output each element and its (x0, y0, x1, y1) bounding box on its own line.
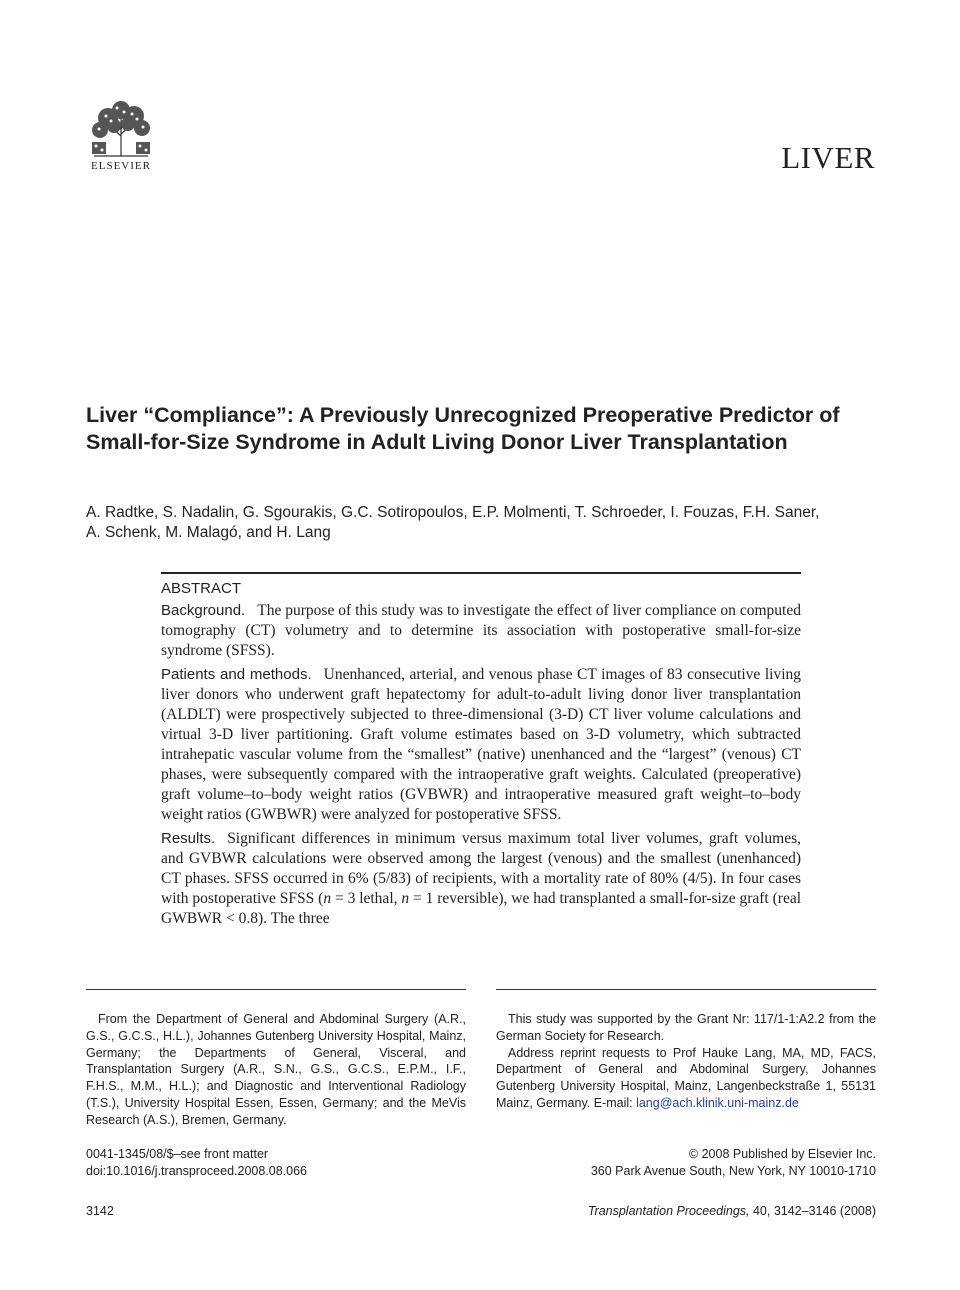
footnote-divider-left (86, 989, 466, 990)
copyright-line: © 2008 Published by Elsevier Inc. (688, 1147, 876, 1161)
results-text-part-1: Significant differences in minimum versus maximum total liver volumes, graft volumes, and GVBWR calculations were observed among the largest (venous) and the smallest (unenhanced) CT phases. SFSS occurred in 6% (5/83) of recipients, with a mortality rate of 80% (4/5). In four cases with postoperative SFSS ( (161, 830, 801, 907)
logo-text: ELSEVIER (91, 160, 151, 172)
section-label: LIVER (781, 140, 875, 175)
journal-citation (588, 1204, 876, 1218)
page-number: 3142 (86, 1204, 114, 1218)
journal-volume-pages: 40, 3142–3146 (2008) (749, 1204, 876, 1218)
publisher-address: 360 Park Avenue South, New York, NY 10010-1710 (590, 1163, 876, 1178)
journal-name: Transplantation Proceedings, (587, 1204, 750, 1218)
elsevier-tree-icon (84, 96, 158, 158)
results-text-part-2: = 3 lethal, (331, 890, 402, 907)
results-text-part-3: = 1 reversible), we had transplanted a small-for-size graft (real GWBWR < 0.8). The three (161, 890, 802, 927)
article-title: Liver “Compliance”: A Previously Unrecognized Preoperative Predictor of Small-for-Size Syndrome in Adult Living Donor Liver Transplantation (86, 403, 840, 454)
abstract-heading: ABSTRACT (161, 580, 242, 597)
footnote-divider-right (496, 989, 876, 990)
issn-line: 0041-1345/08/$–see front matter (86, 1147, 269, 1161)
n-symbol: n (323, 890, 332, 907)
doi-line: doi:10.1016/j.transproceed.2008.08.066 (86, 1163, 308, 1178)
abstract-methods (161, 665, 801, 825)
author-list: A. Radtke, S. Nadalin, G. Sgourakis, G.C. Sotiropoulos, E.P. Molmenti, T. Schroeder, I. Fouzas, F.H. Saner, A. Schenk, M. Malagó, and H. Lang (86, 504, 820, 541)
affiliation-footnote (86, 1011, 466, 1129)
methods-label: Patients and methods. (161, 666, 312, 683)
methods-text: Unenhanced, arterial, and venous phase CT images of 83 consecutive living liver donors who underwent graft hepatectomy for adult-to-adult living donor liver transplantation (ALDLT) were prospectively subjected to three-dimensional (3-D) CT liver volume calculations and virtual 3-D liver partitioning. Graft volume estimates based on 3-D volumetry, which subtracted intrahepatic vascular volume from the “smallest” (native) unenhanced and the “largest” (venous) CT phases, were subsequently compared with the intraoperative graft weights. Calculated (preoperative) graft volume–to–body weight ratios (GVBWR) and intraoperative measured graft weight–to–body weight ratios (GWBWR) were analyzed for postoperative SFSS. (161, 666, 801, 823)
reprint-text: Address reprint requests to Prof Hauke Lang, MA, MD, FACS, Department of General and Abdominal Surgery, Johannes Gutenberg University Hospital, Mainz, Langenbeckstraße 1, 55131 Mainz, Germany. E-mail: (496, 1045, 876, 1110)
abstract-results (161, 829, 801, 929)
n-symbol: n (401, 890, 410, 907)
email-link[interactable]: lang@ach.klinik.uni-mainz.de (636, 1095, 799, 1110)
elsevier-logo (84, 96, 158, 174)
abstract-box (161, 572, 801, 933)
reprint-note (496, 1045, 876, 1112)
publisher-block (591, 1146, 876, 1179)
results-label: Results. (161, 830, 216, 847)
abstract-background (161, 601, 801, 661)
background-label: Background. (161, 602, 246, 619)
issn-block (86, 1146, 307, 1179)
grant-text: This study was supported by the Grant Nr: 117/1-1:A2.2 from the German Society for Research. (496, 1012, 876, 1043)
affiliation-text: From the Department of General and Abdominal Surgery (A.R., G.S., G.C.S., H.L.), Johannes Gutenberg University Hospital, Mainz, Germany; the Departments of General, Visceral, and Transplantation Surgery (A.R., S.N., G.S., G.C.S., E.P.M., I.F., F.H.S., M.M., H.L.); and Diagnostic and Interventional Radiology (T.S.), University Hospital Essen, Essen, Germany; and the MeVis Research (A.S.), Bremen, Germany. (86, 1012, 466, 1127)
support-footnote (496, 1011, 876, 1112)
background-text: The purpose of this study was to investigate the effect of liver compliance on computed tomography (CT) volumetry and to determine its association with postoperative small-for-size syndrome (SFSS). (161, 602, 801, 659)
